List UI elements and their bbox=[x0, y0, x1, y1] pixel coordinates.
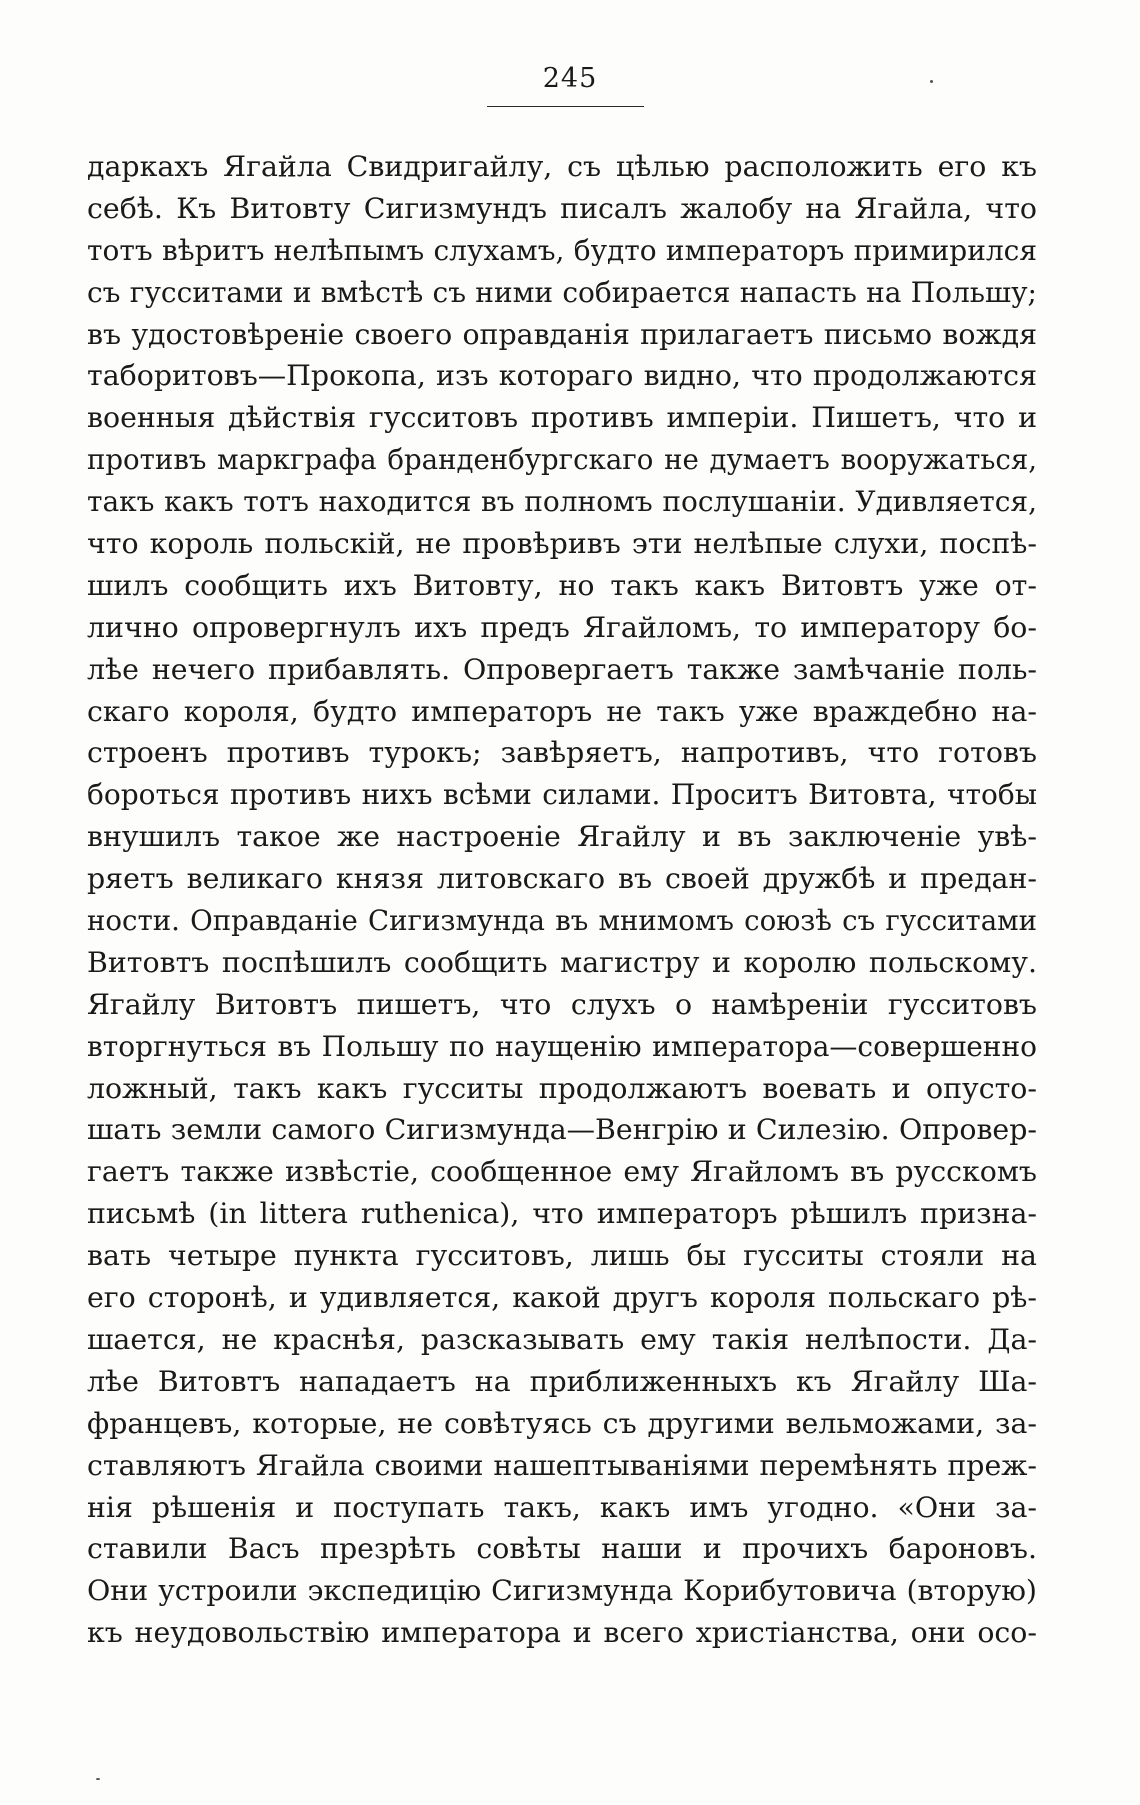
text-line: скаго короля, будто императоръ не такъ уже враждебно на- bbox=[87, 694, 1037, 728]
text-line: письмѣ (in littera ruthenica), что императоръ рѣшилъ призна- bbox=[87, 1197, 1037, 1231]
paper-speck bbox=[930, 80, 933, 83]
text-line: лѣе Витовтъ нападаетъ на приближенныхъ къ Ягайлу Ша- bbox=[87, 1364, 1037, 1398]
text-line: ставили Васъ презрѣть совѣты наши и прочихъ бароновъ. bbox=[87, 1532, 1037, 1566]
text-line: внушилъ такое же настроеніе Ягайлу и въ заключеніе увѣ- bbox=[87, 820, 1037, 854]
text-line: Витовтъ поспѣшилъ сообщить магистру и королю польскому. bbox=[87, 945, 1037, 979]
text-line: Они устроили экспедицію Сигизмунда Корибутовича (вторую) bbox=[87, 1574, 1037, 1608]
text-line: ставляютъ Ягайла своими нашептываніями перемѣнять преж- bbox=[87, 1448, 1037, 1482]
text-line: лично опровергнулъ ихъ предъ Ягайломъ, то императору бо- bbox=[87, 610, 1037, 644]
text-line: къ неудовольствію императора и всего христіанства, они осо- bbox=[87, 1616, 1037, 1650]
text-line: строенъ противъ турокъ; завѣряетъ, напротивъ, что готовъ bbox=[87, 736, 1037, 770]
text-line: даркахъ Ягайла Свидригайлу, съ цѣлью расположить его къ bbox=[87, 150, 1037, 183]
page-number: 245 bbox=[542, 63, 598, 94]
text-line: ложный, такъ какъ гусситы продолжаютъ воевать и опусто- bbox=[87, 1071, 1037, 1105]
text-line: его сторонѣ, и удивляется, какой другъ короля польскаго рѣ- bbox=[87, 1281, 1037, 1315]
text-line: военныя дѣйствія гусситовъ противъ имперіи. Пишетъ, что и bbox=[87, 401, 1037, 435]
text-line: шать земли самого Сигизмунда—Венгрію и Силезію. Опровер- bbox=[87, 1113, 1037, 1147]
text-line: бороться противъ нихъ всѣми силами. Проситъ Витовта, чтобы bbox=[87, 778, 1037, 812]
text-line: гаетъ также извѣстіе, сообщенное ему Ягайломъ въ русскомъ bbox=[87, 1155, 1037, 1189]
text-line: ности. Оправданіе Сигизмунда въ мнимомъ союзѣ съ гусситами bbox=[87, 904, 1037, 938]
text-line: шилъ сообщить ихъ Витовту, но такъ какъ Витовтъ уже от- bbox=[87, 568, 1037, 602]
text-line: себѣ. Къ Витовту Сигизмундъ писалъ жалобу на Ягайла, что bbox=[87, 191, 1037, 225]
text-line: такъ какъ тотъ находится въ полномъ послушаніи. Удивляется, bbox=[87, 485, 1037, 519]
text-line: вторгнуться въ Польшу по наущенію императора—совершенно bbox=[87, 1029, 1037, 1063]
text-line: съ гусситами и вмѣстѣ съ ними собирается напасть на Польшу; bbox=[87, 275, 1037, 309]
text-line: таборитовъ—Прокопа, изъ котораго видно, что продолжаются bbox=[87, 359, 1037, 393]
text-line: нія рѣшенія и поступать такъ, какъ имъ угодно. «Они за- bbox=[87, 1490, 1037, 1524]
text-line: ряетъ великаго князя литовскаго въ своей дружбѣ и предан- bbox=[87, 862, 1037, 896]
text-line: Ягайлу Витовтъ пишетъ, что слухъ о намѣреніи гусситовъ bbox=[87, 987, 1037, 1021]
text-line: шается, не краснѣя, разсказывать ему такія нелѣпости. Да- bbox=[87, 1322, 1037, 1356]
text-line: въ удостовѣреніе своего оправданія прилагаетъ письмо вождя bbox=[87, 317, 1037, 351]
text-line: францевъ, которые, не совѣтуясь съ другими вельможами, за- bbox=[87, 1406, 1037, 1440]
text-line: что король польскій, не провѣривъ эти нелѣпые слухи, поспѣ- bbox=[87, 527, 1037, 561]
header-rule bbox=[487, 106, 644, 107]
body-text bbox=[87, 146, 1037, 1654]
text-line: противъ маркграфа бранденбургскаго не думаетъ вооружаться, bbox=[87, 443, 1037, 477]
text-line: лѣе нечего прибавлять. Опровергаетъ также замѣчаніе поль- bbox=[87, 652, 1037, 686]
paper-speck bbox=[96, 1778, 100, 1780]
text-line: тотъ вѣритъ нелѣпымъ слухамъ, будто императоръ примирился bbox=[87, 233, 1037, 267]
text-line: вать четыре пункта гусситовъ, лишь бы гусситы стояли на bbox=[87, 1239, 1037, 1273]
